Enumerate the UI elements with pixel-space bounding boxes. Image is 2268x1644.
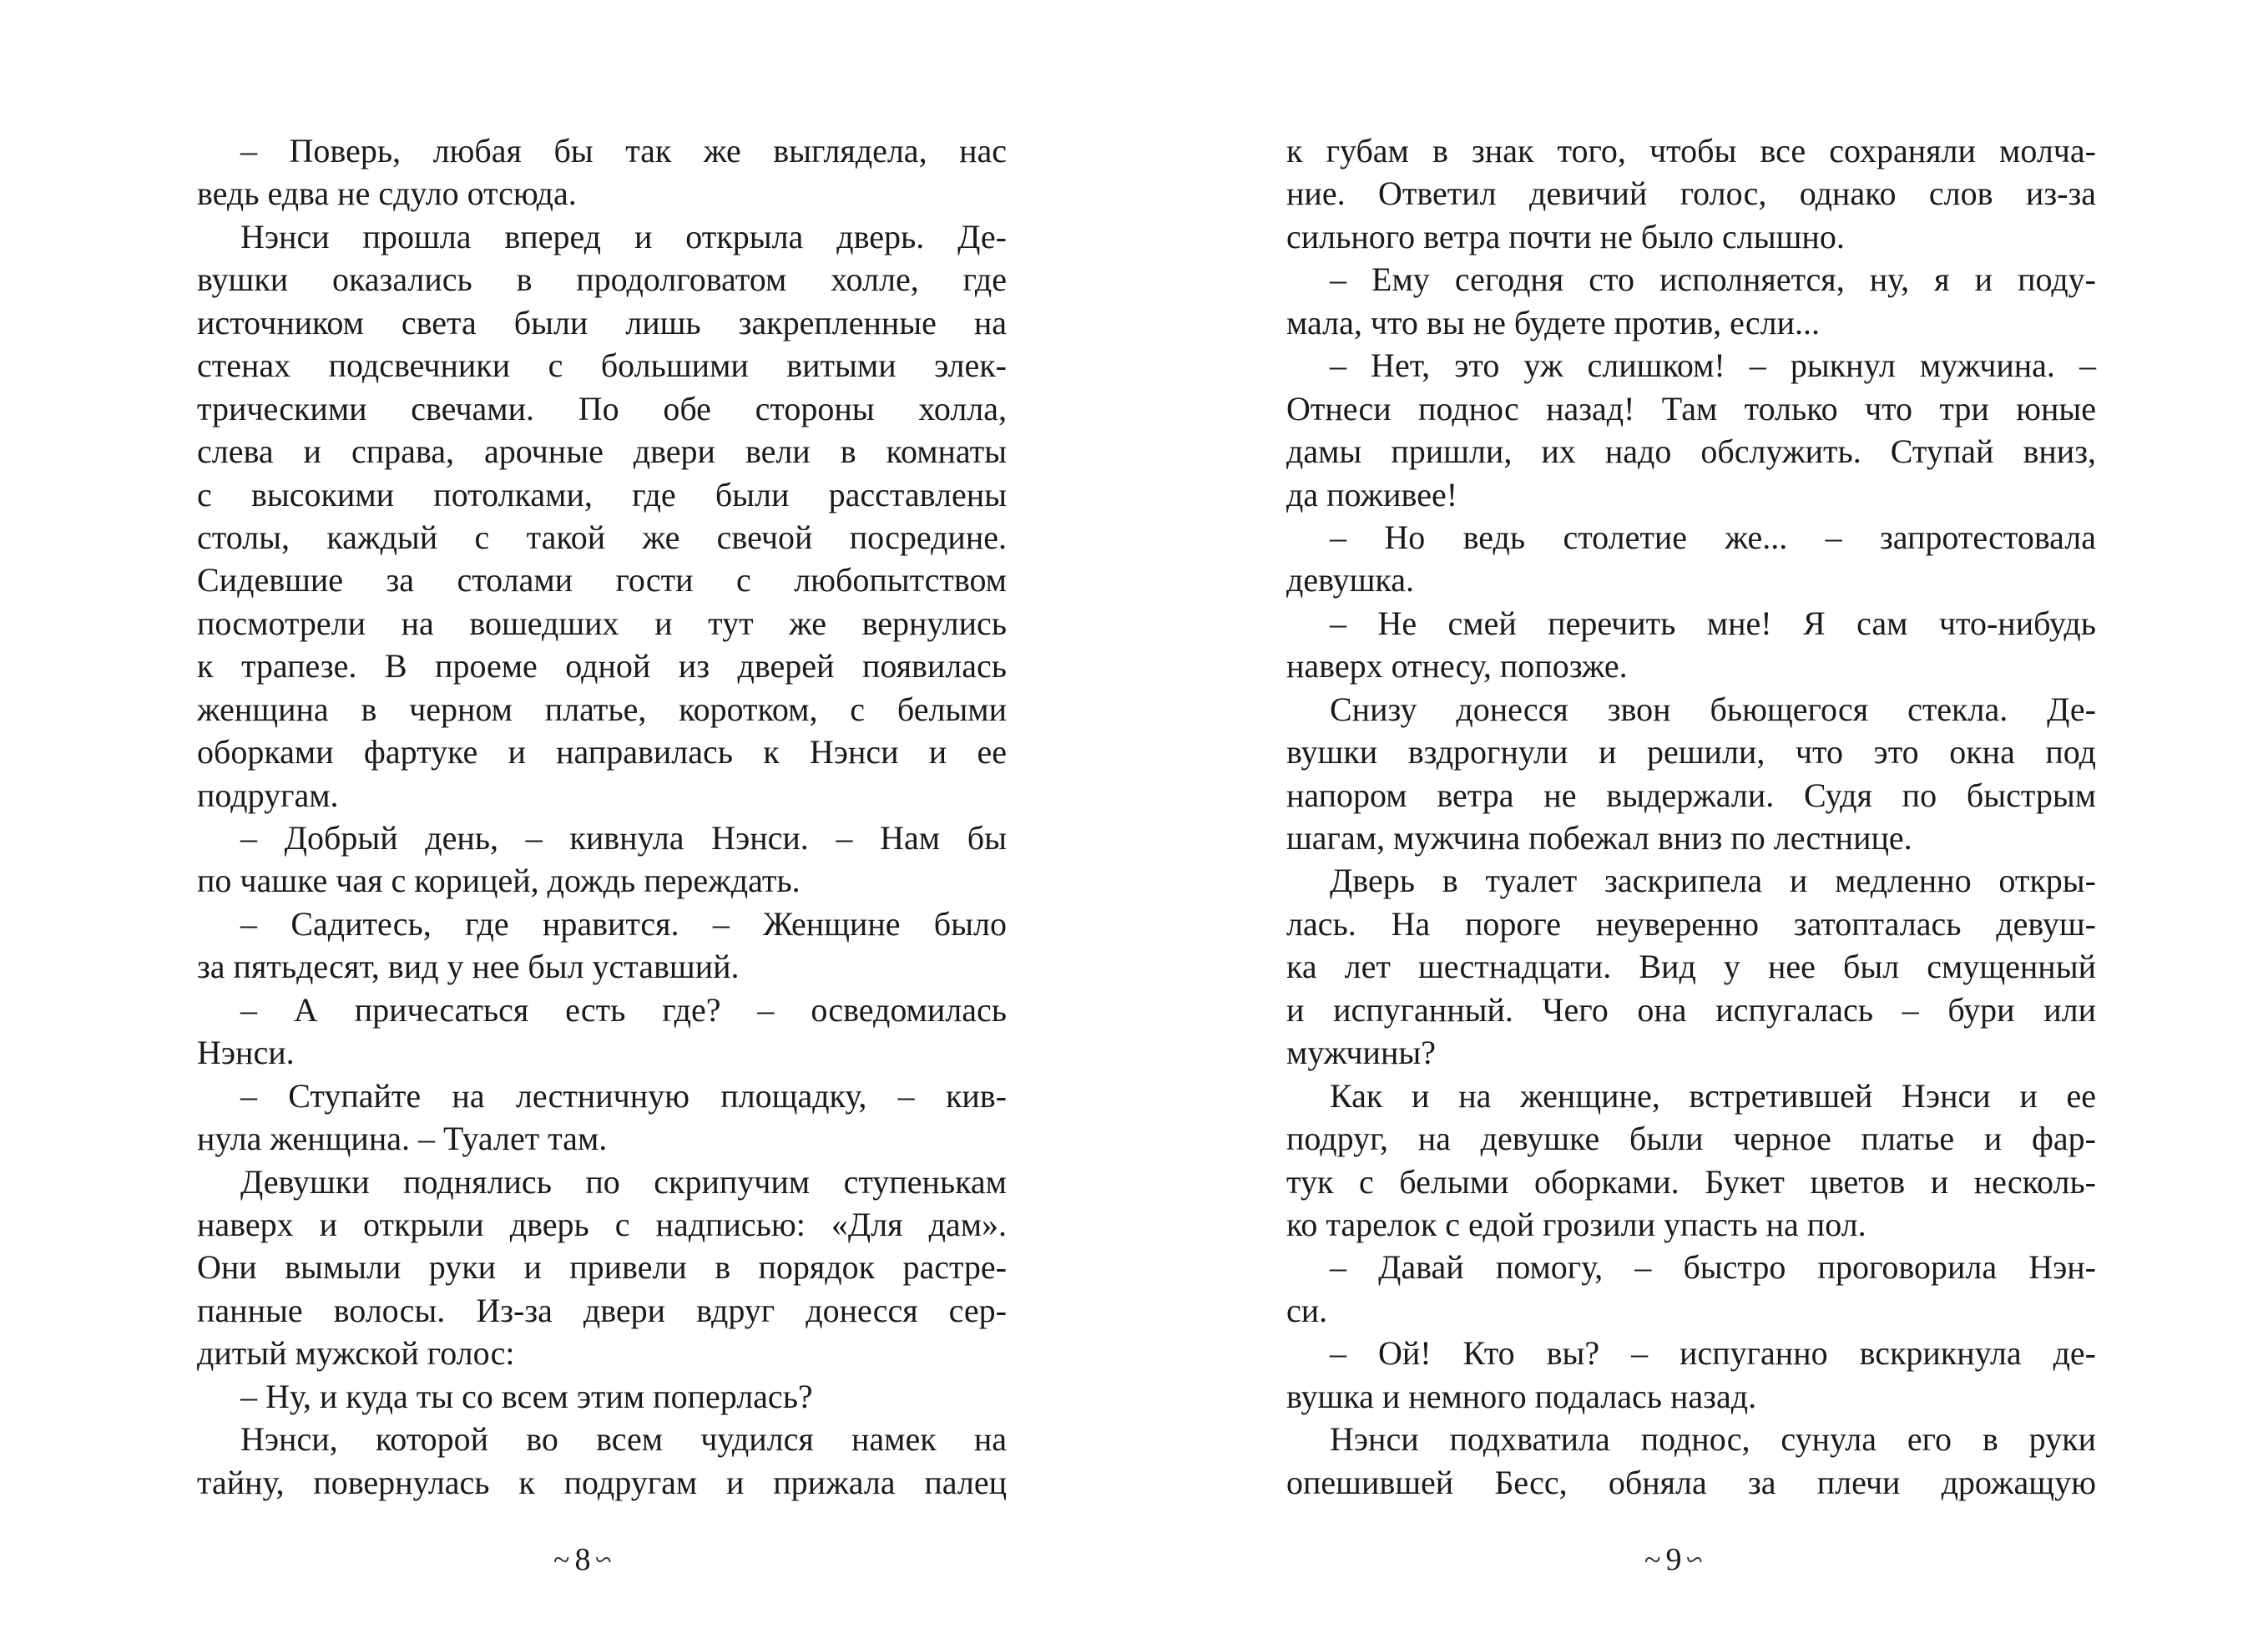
text-line: посмотрели на вошедших и тут же вернулись bbox=[197, 604, 1007, 642]
left-page-text bbox=[197, 129, 1007, 1504]
text-line: к губам в знак того, чтобы все сохраняли молча- bbox=[1286, 132, 2096, 169]
text-line: тайну, повернулась к подругам и прижала палец bbox=[197, 1463, 1007, 1501]
text-line: стенах подсвечники с большими витыми элек- bbox=[197, 347, 1007, 385]
text-line: – Добрый день, – кивнула Нэнси. – Нам бы bbox=[240, 819, 1007, 857]
right-page-number bbox=[1644, 1541, 1703, 1578]
text-line: сильного ветра почти не было слышно. bbox=[1286, 217, 1845, 255]
flourish-right-icon: ~ bbox=[1686, 1543, 1703, 1576]
text-line: ка лет шестнадцати. Вид у нее был смущенный bbox=[1286, 948, 2096, 986]
text-line: шагам, мужчина побежал вниз по лестнице. bbox=[1286, 819, 1912, 857]
text-line: Дверь в туалет заскрипела и медленно откры- bbox=[1330, 862, 2096, 900]
text-line: ведь едва не сдуло отсюда. bbox=[197, 175, 577, 213]
text-line: – Ступайте на лестничную площадку, – кив- bbox=[240, 1076, 1007, 1115]
text-line: Сидевшие за столами гости с любопытством bbox=[197, 561, 1007, 599]
text-line: Нэнси. bbox=[197, 1034, 295, 1072]
text-line: ние. Ответил девичий голос, однако слов из-за bbox=[1286, 175, 2096, 213]
text-line: столы, каждый с такой же свечой посредине. bbox=[197, 518, 1007, 556]
text-line: к трапезе. В проеме одной из дверей появилась bbox=[197, 647, 1007, 685]
page-number-8: 8 bbox=[574, 1542, 591, 1577]
text-line: источником света были лишь закрепленные на bbox=[197, 303, 1007, 341]
text-line: вушки вздрогнули и решили, что это окна под bbox=[1286, 733, 2096, 771]
text-line: – Но ведь столетие же... – запротестовала bbox=[1330, 518, 2096, 556]
text-line: наверх отнесу, попозже. bbox=[1286, 647, 1628, 685]
page-number-9: 9 bbox=[1665, 1542, 1682, 1577]
text-line: мужчины? bbox=[1286, 1034, 1436, 1072]
text-line: тук с белыми оборками. Букет цветов и несколь- bbox=[1286, 1162, 2096, 1201]
text-line: лась. На пороге неуверенно затопталась девуш- bbox=[1286, 904, 2096, 943]
text-line: подругам. bbox=[197, 776, 339, 814]
left-page-number bbox=[553, 1541, 612, 1578]
text-line: с высокими потолками, где были расставлены bbox=[197, 475, 1007, 513]
text-line: напором ветра не выдержали. Судя по быстрым bbox=[1286, 776, 2096, 814]
text-line: – Садитесь, где нравится. – Женщине было bbox=[240, 904, 1007, 943]
text-line: девушка. bbox=[1286, 561, 1415, 599]
flourish-left-icon: ~ bbox=[1644, 1543, 1661, 1576]
text-line: – А причесаться есть где? – осведомилась bbox=[240, 990, 1007, 1029]
text-line: вушка и немного подалась назад. bbox=[1286, 1377, 1757, 1415]
text-line: Девушки поднялись по скрипучим ступенькам bbox=[240, 1162, 1007, 1201]
text-line: си. bbox=[1286, 1291, 1328, 1329]
text-line: Нэнси, которой во всем чудился намек на bbox=[240, 1420, 1007, 1459]
right-page-text bbox=[1286, 129, 2096, 1504]
text-line: слева и справа, арочные двери вели в комнаты bbox=[197, 432, 1007, 471]
text-line: нула женщина. – Туалет там. bbox=[197, 1120, 608, 1158]
text-line: за пятьдесят, вид у нее был уставший. bbox=[197, 948, 740, 986]
text-line: и испуганный. Чего она испугалась – бури или bbox=[1286, 990, 2096, 1029]
text-line: дамы пришли, их надо обслужить. Ступай вниз, bbox=[1286, 432, 2096, 471]
text-line: оборками фартуке и направилась к Нэнси и ее bbox=[197, 733, 1007, 771]
text-line: ко тарелок с едой грозили упасть на пол. bbox=[1286, 1205, 1866, 1243]
text-line: наверх и открыли дверь с надписью: «Для дам». bbox=[197, 1205, 1007, 1243]
text-line: Снизу донесся звон бьющегося стекла. Де- bbox=[1330, 690, 2096, 728]
text-line: мала, что вы не будете против, если... bbox=[1286, 303, 1821, 341]
text-line: да поживее! bbox=[1286, 475, 1458, 513]
text-line: подруг, на девушке были черное платье и фар- bbox=[1286, 1120, 2096, 1158]
text-line: Нэнси прошла вперед и открыла дверь. Де- bbox=[240, 217, 1007, 255]
text-line: Нэнси подхватила поднос, сунула его в руки bbox=[1330, 1420, 2096, 1459]
text-line: – Поверь, любая бы так же выглядела, нас bbox=[240, 132, 1007, 169]
text-line: трическими свечами. По обе стороны холла, bbox=[197, 389, 1007, 427]
flourish-right-icon: ~ bbox=[595, 1543, 612, 1576]
text-line: – Ой! Кто вы? – испуганно вскрикнула де- bbox=[1330, 1334, 2096, 1373]
text-line: панные волосы. Из-за двери вдруг донесся сер- bbox=[197, 1291, 1007, 1329]
text-line: – Не смей перечить мне! Я сам что-нибудь bbox=[1330, 604, 2096, 642]
text-line: Отнеси поднос назад! Там только что три юные bbox=[1286, 389, 2096, 427]
text-line: Они вымыли руки и привели в порядок растре- bbox=[197, 1248, 1007, 1287]
text-line: по чашке чая с корицей, дождь переждать. bbox=[197, 862, 801, 900]
flourish-left-icon: ~ bbox=[553, 1543, 570, 1576]
text-line: – Ну, и куда ты со всем этим поперлась? bbox=[240, 1377, 813, 1415]
text-line: дитый мужской голос: bbox=[197, 1334, 515, 1373]
text-line: – Нет, это уж слишком! – рыкнул мужчина. – bbox=[1330, 347, 2096, 385]
text-line: – Давай помогу, – быстро проговорила Нэн- bbox=[1330, 1248, 2096, 1287]
text-line: вушки оказались в продолговатом холле, где bbox=[197, 261, 1007, 299]
text-line: женщина в черном платье, коротком, с белыми bbox=[197, 690, 1007, 728]
text-line: опешившей Бесс, обняла за плечи дрожащую bbox=[1286, 1463, 2096, 1501]
text-line: – Ему сегодня сто исполняется, ну, я и поду- bbox=[1330, 261, 2096, 299]
text-line: Как и на женщине, встретившей Нэнси и ее bbox=[1330, 1076, 2096, 1115]
